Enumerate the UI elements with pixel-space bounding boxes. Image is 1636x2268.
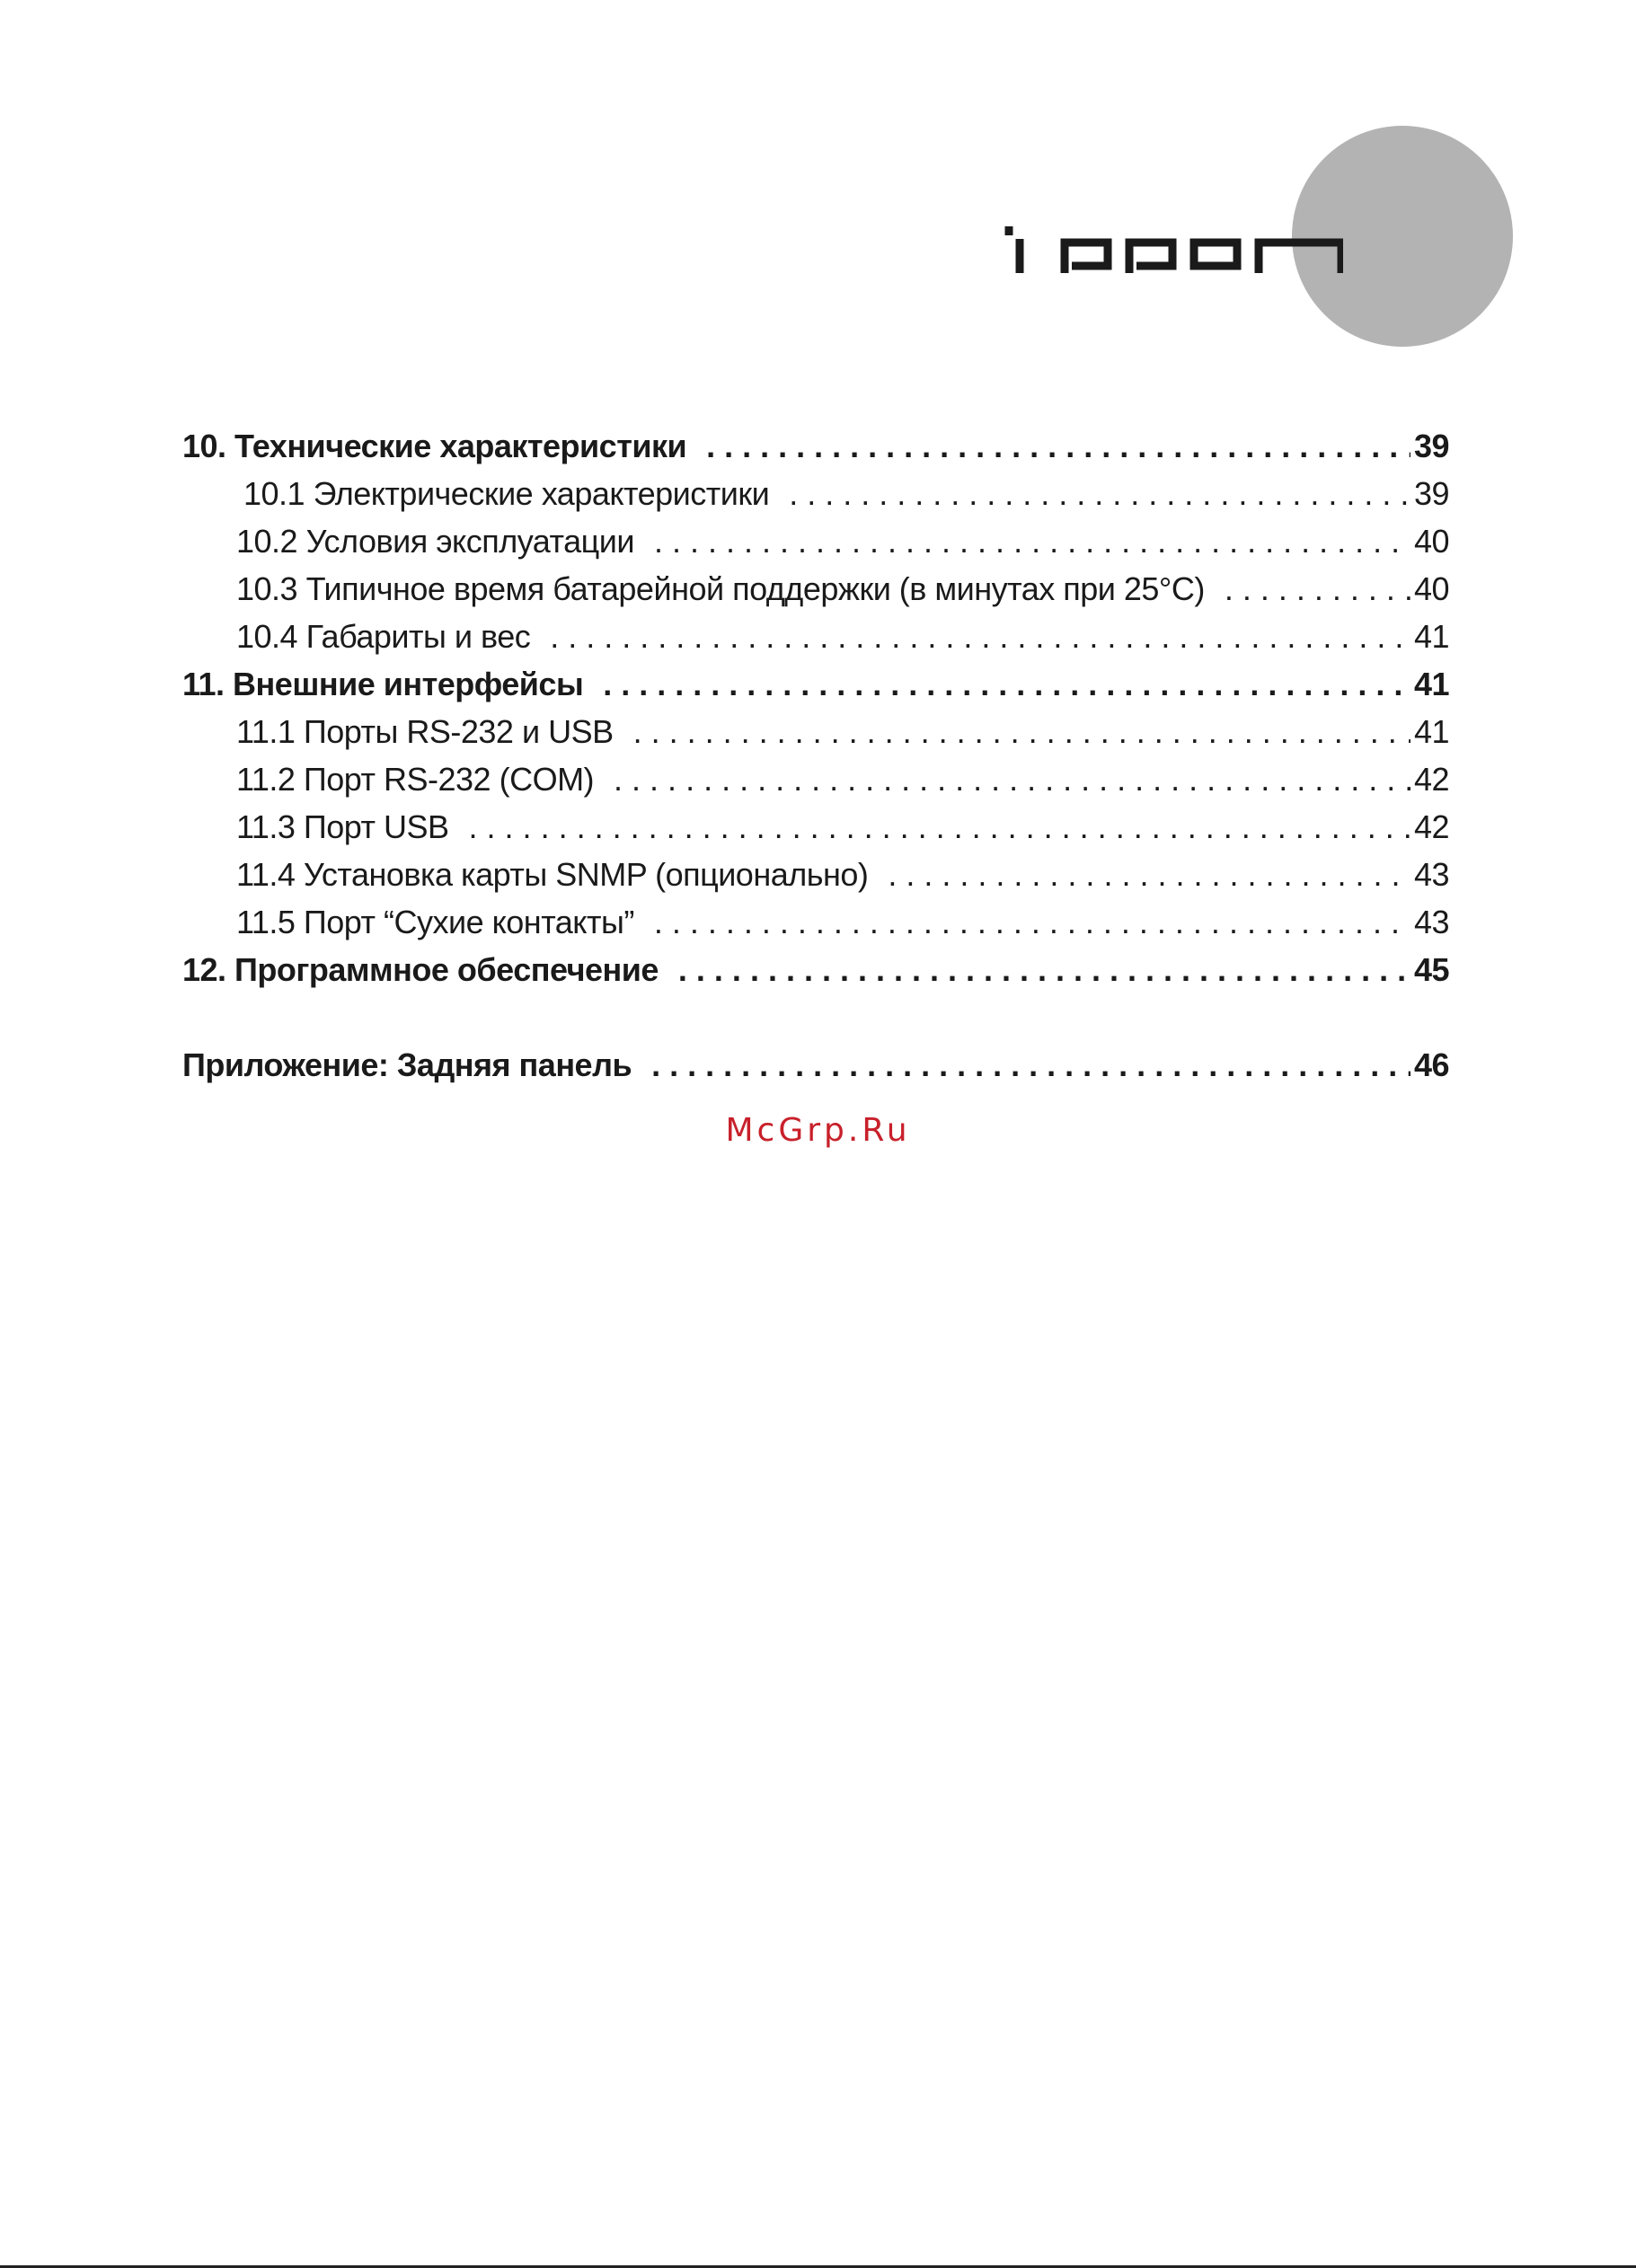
toc-page-number: 41 [1413, 618, 1449, 655]
toc-entry-11-2[interactable] [182, 755, 1449, 803]
toc-leader-dots [1225, 565, 1410, 613]
toc-leader-dots [678, 946, 1410, 993]
toc-page-number: 46 [1413, 1046, 1449, 1083]
toc-leader-dots [706, 422, 1410, 470]
toc-page-number: 42 [1413, 761, 1449, 798]
toc-entry-10-3[interactable] [182, 565, 1449, 613]
toc-entry-label: 11. Внешние интерфейсы [182, 666, 584, 702]
toc-leader-dots [603, 660, 1410, 708]
toc-entry-11-5[interactable] [182, 898, 1449, 946]
toc-entry-11-1[interactable] [182, 708, 1449, 755]
toc-entry-label: 12. Программное обеспечение [182, 951, 659, 988]
toc-leader-dots [888, 851, 1410, 898]
toc-entry-10[interactable] [182, 422, 1449, 470]
toc-leader-dots [550, 613, 1410, 660]
toc-page-number: 45 [1413, 951, 1449, 988]
toc-entry-label: 11.3 Порт USB [236, 808, 449, 845]
toc-leader-dots [614, 755, 1410, 803]
table-of-contents [182, 422, 1449, 1089]
toc-entry-label: 11.4 Установка карты SNMP (опционально) [236, 856, 869, 893]
toc-entry-label: 11.2 Порт RS-232 (COM) [236, 761, 595, 798]
toc-page-number: 42 [1413, 808, 1449, 845]
toc-leader-dots [789, 470, 1410, 517]
toc-entry-10-2[interactable] [182, 517, 1449, 565]
toc-leader-dots [654, 517, 1410, 565]
toc-entry-11[interactable] [182, 660, 1449, 708]
toc-entry-label: 10.1 Электрические характеристики [243, 475, 770, 512]
toc-page-number: 39 [1413, 428, 1449, 464]
toc-entry-12[interactable] [182, 946, 1449, 993]
toc-entry-11-4[interactable] [182, 851, 1449, 898]
toc-entry-11-3[interactable] [182, 803, 1449, 851]
toc-page-number: 43 [1413, 904, 1449, 940]
ippon-logo [1002, 223, 1343, 277]
toc-entry-appendix[interactable] [182, 1041, 1449, 1089]
toc-leader-dots [651, 1041, 1410, 1089]
toc-entry-label: 10. Технические характеристики [182, 428, 687, 464]
toc-page-number: 41 [1413, 666, 1449, 702]
toc-page-number: 40 [1413, 570, 1449, 607]
toc-leader-dots [469, 803, 1410, 851]
toc-page-number: 41 [1413, 713, 1449, 750]
toc-leader-dots [654, 898, 1410, 946]
toc-entry-label: 11.5 Порт “Сухие контакты” [236, 904, 634, 940]
toc-entry-label: 11.1 Порты RS-232 и USB [236, 713, 614, 750]
toc-entry-label: 10.4 Габариты и вес [236, 618, 531, 655]
toc-entry-label: 10.3 Типичное время батарейной поддержки (в минутах при 25°C) [236, 570, 1205, 607]
toc-page-number: 40 [1413, 523, 1449, 560]
toc-page-number: 39 [1413, 475, 1449, 512]
toc-leader-dots [633, 708, 1410, 755]
watermark: McGrp.Ru [725, 1112, 911, 1149]
toc-entry-10-4[interactable] [182, 613, 1449, 660]
toc-page-number: 43 [1413, 856, 1449, 893]
toc-entry-label: 10.2 Условия эксплуатации [236, 523, 634, 560]
toc-entry-label: Приложение: Задняя панель [182, 1046, 632, 1083]
toc-entry-10-1[interactable] [182, 470, 1449, 517]
